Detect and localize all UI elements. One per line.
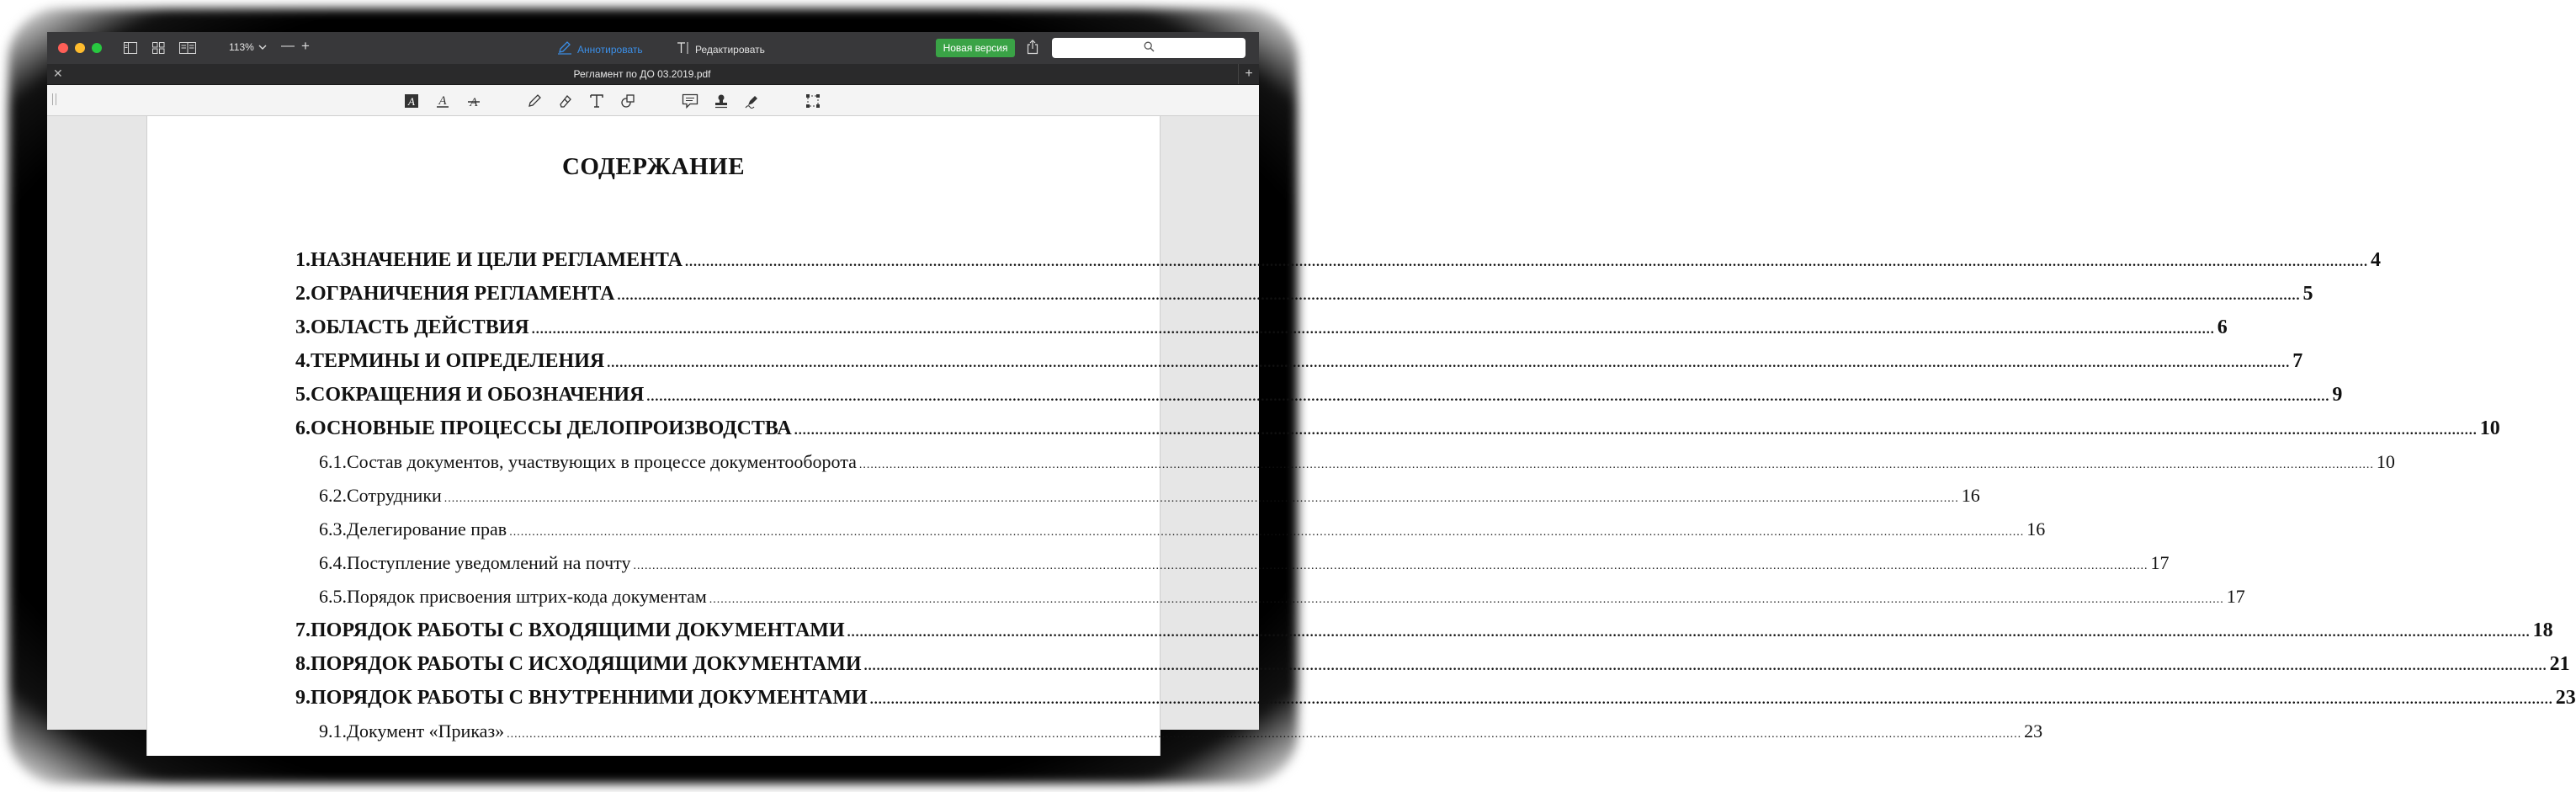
toc-entry-page: 21 [2549,653,2570,675]
note-comment-icon[interactable] [682,93,698,109]
toc-entry-page: 17 [2150,552,2170,573]
annotate-label: Аннотировать [577,43,643,56]
toc-entry-number: 6.3. [319,518,347,540]
svg-text:A: A [408,95,415,108]
toc-dot-leader: ................................................................................................................................................................................................................................................................................................................................................................................................................ [443,492,1959,505]
document-viewport[interactable] [47,116,2576,742]
toc-entry-label: ТЕРМИНЫ И ОПРЕДЕЛЕНИЯ [311,350,605,372]
text-cursor-icon [677,41,690,57]
pdf-page [146,116,2576,756]
toc-entry-label: Делегирование прав [347,518,507,540]
toc-entry-number: 7. [295,619,311,641]
text-underline-icon[interactable] [434,93,451,109]
toc-entry-number: 8. [295,653,311,675]
text-strikethrough-icon[interactable] [465,93,482,109]
toc-entry-label: Порядок присвоения штрих-кода документам [347,586,707,607]
toc-dot-leader: ................................................................................................................................................................................................................................................................................................................................................................................................................ [794,423,2478,438]
toc-entry-label: Сотрудники [347,485,442,506]
window-zoom-button[interactable] [92,43,102,53]
toc-entry-page: 16 [2026,518,2046,540]
tab-document-title[interactable]: Регламент по ДО 03.2019.pdf [573,68,711,80]
toc-entry-page: 10 [2376,451,2395,472]
toc-entry-label: Поступление уведомлений на почту [347,552,631,573]
toc-entry[interactable] [319,720,2043,742]
chevron-down-icon [258,41,267,53]
toc-entry[interactable] [319,518,2046,540]
toc-dot-leader: ................................................................................................................................................................................................................................................................................................................................................................................................................ [507,728,2022,741]
toc-entry-label: НАЗНАЧЕНИЕ И ЦЕЛИ РЕГЛАМЕНТА [311,249,683,271]
toc-dot-leader: ................................................................................................................................................................................................................................................................................................................................................................................................................ [847,625,2531,640]
toc-entry-number: 2. [295,283,311,305]
pdf-viewer-window [47,32,2576,742]
toc-entry[interactable] [295,384,2343,407]
toc-entry-number: 6.4. [319,552,347,573]
toc-dot-leader: ................................................................................................................................................................................................................................................................................................................................................................................................................ [709,593,2224,606]
toc-entry-label: ОБЛАСТЬ ДЕЙСТВИЯ [311,316,529,338]
selection-tool-icon[interactable] [805,93,821,109]
svg-text:A: A [438,94,447,108]
edit-label: Редактировать [695,43,765,56]
search-field[interactable] [1052,38,1246,58]
toc-entry-number: 6. [295,417,311,439]
eraser-icon[interactable] [557,93,574,109]
toc-dot-leader: ................................................................................................................................................................................................................................................................................................................................................................................................................ [863,659,2547,673]
toc-entry-number: 1. [295,249,311,271]
toc-dot-leader: ................................................................................................................................................................................................................................................................................................................................................................................................................ [509,526,2025,539]
toc-entry[interactable] [295,249,2381,272]
toc-entry-page: 23 [2024,720,2043,742]
shapes-icon[interactable] [619,93,636,109]
toc-entry[interactable] [295,350,2303,373]
toc-entry-number: 9.1. [319,720,347,742]
zoom-in-button[interactable]: + [301,38,310,54]
toc-entry-label: СОКРАЩЕНИЯ И ОБОЗНАЧЕНИЯ [311,384,645,406]
toc-entry-number: 9. [295,687,311,709]
text-highlight-icon[interactable] [403,93,420,109]
toc-entry[interactable] [319,451,2395,473]
document-heading: СОДЕРЖАНИЕ [561,153,746,180]
toolbar-grip-handle[interactable] [52,93,56,105]
toc-entry-label: ПОРЯДОК РАБОТЫ С ВХОДЯЩИМИ ДОКУМЕНТАМИ [311,619,845,641]
toc-entry[interactable] [319,552,2170,574]
svg-text:A: A [470,96,478,109]
toc-dot-leader: ................................................................................................................................................................................................................................................................................................................................................................................................................ [617,289,2301,303]
toc-entry[interactable] [295,653,2570,676]
toc-entry[interactable] [295,619,2553,642]
toc-entry-number: 6.1. [319,451,347,472]
new-version-button[interactable]: Новая версия [936,39,1015,57]
toc-entry-page: 18 [2532,619,2553,641]
toc-entry-label: ПОРЯДОК РАБОТЫ С ВНУТРЕННИМИ ДОКУМЕНТАМИ [311,687,868,709]
signature-icon[interactable] [744,93,761,109]
toc-entry-number: 3. [295,316,311,338]
share-icon[interactable] [1027,40,1038,57]
toc-entry-number: 6.5. [319,586,347,607]
two-page-view-icon[interactable] [179,40,196,56]
toc-entry[interactable] [295,283,2313,306]
window-minimize-button[interactable] [75,43,85,53]
zoom-value: 113% [229,41,254,53]
toc-entry-page: 4 [2370,249,2381,271]
toc-entry-label: ОГРАНИЧЕНИЯ РЕГЛАМЕНТА [311,283,615,305]
zoom-select[interactable] [229,41,267,53]
toc-entry-number: 6.2. [319,485,347,506]
toc-entry-number: 5. [295,384,311,406]
toc-entry[interactable] [295,417,2500,440]
toc-entry[interactable] [319,586,2245,608]
toc-entry[interactable] [295,316,2228,339]
search-icon [1144,41,1155,55]
new-tab-button[interactable]: + [1238,64,1259,84]
annotate-mode-button[interactable] [557,41,643,57]
title-bar [47,32,1259,65]
toc-entry-number: 4. [295,350,311,372]
toc-dot-leader: ................................................................................................................................................................................................................................................................................................................................................................................................................ [684,255,2368,269]
toc-dot-leader: ................................................................................................................................................................................................................................................................................................................................................................................................................ [869,693,2553,707]
toc-entry[interactable] [295,687,2576,710]
toc-dot-leader: ................................................................................................................................................................................................................................................................................................................................................................................................................ [633,560,2148,572]
toc-dot-leader: ................................................................................................................................................................................................................................................................................................................................................................................................................ [531,322,2215,337]
toc-entry-label: ПОРЯДОК РАБОТЫ С ИСХОДЯЩИМИ ДОКУМЕНТАМИ [311,653,862,675]
toc-entry-page: 16 [1961,485,1980,506]
text-box-icon[interactable] [588,93,605,109]
tab-bar [47,64,1259,85]
toc-entry-page: 6 [2217,316,2228,338]
toc-entry-label: Состав документов, участвующих в процессе документооборота [347,451,857,472]
annotation-toolbar [47,85,1259,116]
pen-icon [557,41,572,57]
zoom-out-button[interactable]: — [281,39,295,53]
toc-entry-page: 5 [2302,283,2313,305]
toc-entry-page: 7 [2292,350,2303,372]
window-close-button[interactable] [58,43,68,53]
toc-dot-leader: ................................................................................................................................................................................................................................................................................................................................................................................................................ [858,459,2374,471]
toc-dot-leader: ................................................................................................................................................................................................................................................................................................................................................................................................................ [607,356,2291,370]
edit-mode-button[interactable] [677,41,765,57]
toc-entry-label: ОСНОВНЫЕ ПРОЦЕССЫ ДЕЛОПРОИЗВОДСТВА [311,417,792,439]
toc-entry[interactable] [319,485,1980,507]
toc-entry-page: 23 [2555,687,2576,709]
toc-entry-label: Документ «Приказ» [347,720,505,742]
toc-entry-page: 10 [2479,417,2500,439]
sidebar-toggle-icon[interactable] [123,40,138,56]
toc-entry-page: 9 [2332,384,2343,406]
toc-dot-leader: ................................................................................................................................................................................................................................................................................................................................................................................................................ [646,390,2330,404]
close-tab-icon[interactable]: ✕ [53,66,63,80]
toc-entry-page: 17 [2226,586,2245,607]
grid-view-icon[interactable] [151,40,166,56]
pencil-icon[interactable] [526,93,543,109]
stamp-icon[interactable] [713,93,730,109]
